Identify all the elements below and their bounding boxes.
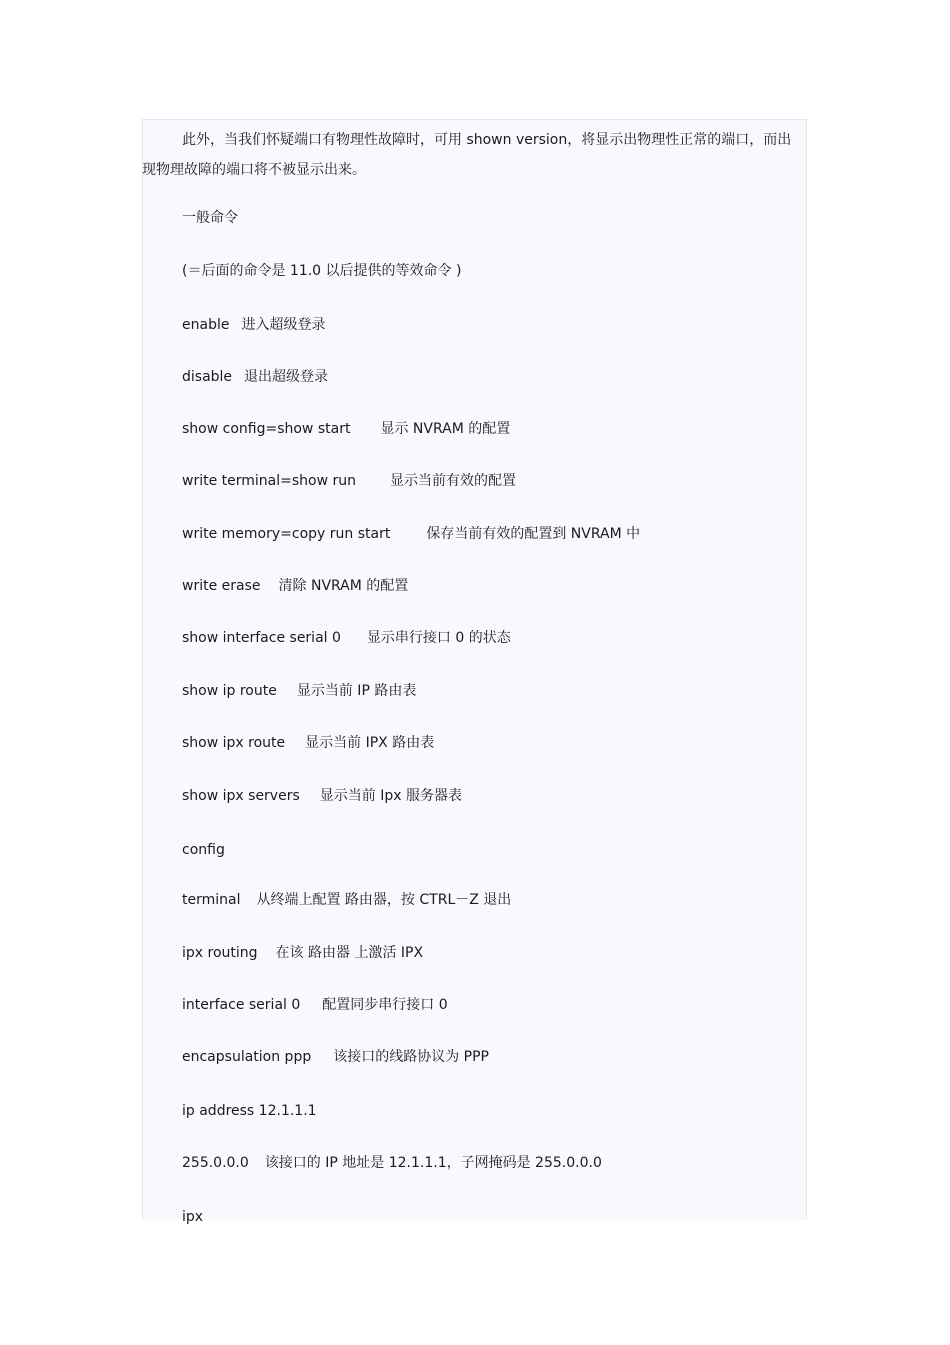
line-12 [182,788,462,804]
line-16-desc: 配置同步串行接口 0 [322,997,448,1013]
line-1-cmd: 一般命令 [182,210,238,226]
line-18-cmd: ip address 12.1.1.1 [182,1103,317,1119]
line-8-desc: 清除 NVRAM 的配置 [278,578,409,594]
line-10-desc: 显示当前 IP 路由表 [296,683,417,699]
line-15 [182,945,423,961]
line-17-desc: 该接口的线路协议为 PPP [333,1049,489,1065]
line-9 [182,630,511,646]
line-15-cmd: ipx routing [182,945,258,961]
line-5 [182,421,510,437]
line-16-cmd: interface serial 0 [182,997,301,1013]
line-19-desc: 该接口的 IP 地址是 12.1.1.1，子网掩码是 255.0.0.0 [264,1155,602,1171]
line-13-cmd: config [182,842,225,858]
line-3 [182,317,325,333]
line-7-cmd: write memory=copy run start [182,526,391,542]
line-3-cmd: enable [182,317,230,333]
line-15-desc: 在该 路由器 上激活 IPX [275,945,424,961]
line-17-cmd: encapsulation ppp [182,1049,312,1065]
line-10-cmd: show ip route [182,683,277,699]
line-7-desc: 保存当前有效的配置到 NVRAM 中 [426,526,641,542]
line-9-desc: 显示串行接口 0 的状态 [366,630,511,646]
line-11-cmd: show ipx route [182,735,286,751]
line-9-cmd: show interface serial 0 [182,630,341,646]
line-1 [182,210,238,226]
line-11 [182,735,434,751]
line-2 [182,263,461,279]
line-8 [182,578,408,594]
line-2-cmd: (＝后面的命令是 11.0 以后提供的等效命令 ) [182,263,462,279]
line-4-cmd: disable [182,369,233,385]
line-3-desc: 进入超级登录 [241,317,326,333]
intro-paragraph: 此外，当我们怀疑端口有物理性故障时，可用 shown version，将显示出物理性正常的端口，而出现物理故障的端口将不被显示出来。 [142,132,792,178]
line-14-desc: 从终端上配置 路由器，按 CTRL－Z 退出 [256,892,512,908]
line-20-cmd: ipx [182,1209,204,1225]
line-8-cmd: write erase [182,578,261,594]
line-13 [182,842,225,858]
line-11-desc: 显示当前 IPX 路由表 [305,735,435,751]
line-16 [182,997,448,1013]
line-14-cmd: terminal [182,892,241,908]
line-19-cmd: 255.0.0.0 [182,1155,249,1171]
line-6-desc: 显示当前有效的配置 [390,473,516,489]
line-19 [182,1155,602,1171]
line-10 [182,683,416,699]
line-18 [182,1103,317,1119]
line-12-cmd: show ipx servers [182,788,300,804]
line-5-cmd: show config=show start [182,421,351,437]
line-14 [182,892,511,908]
line-4 [182,369,328,385]
line-20 [182,1209,203,1225]
line-4-desc: 退出超级登录 [244,369,329,385]
line-5-desc: 显示 NVRAM 的配置 [380,421,511,437]
line-6 [182,473,516,489]
line-12-desc: 显示当前 Ipx 服务器表 [319,788,462,804]
line-6-cmd: write terminal=show run [182,473,356,489]
line-17 [182,1049,489,1065]
line-7 [182,526,640,542]
